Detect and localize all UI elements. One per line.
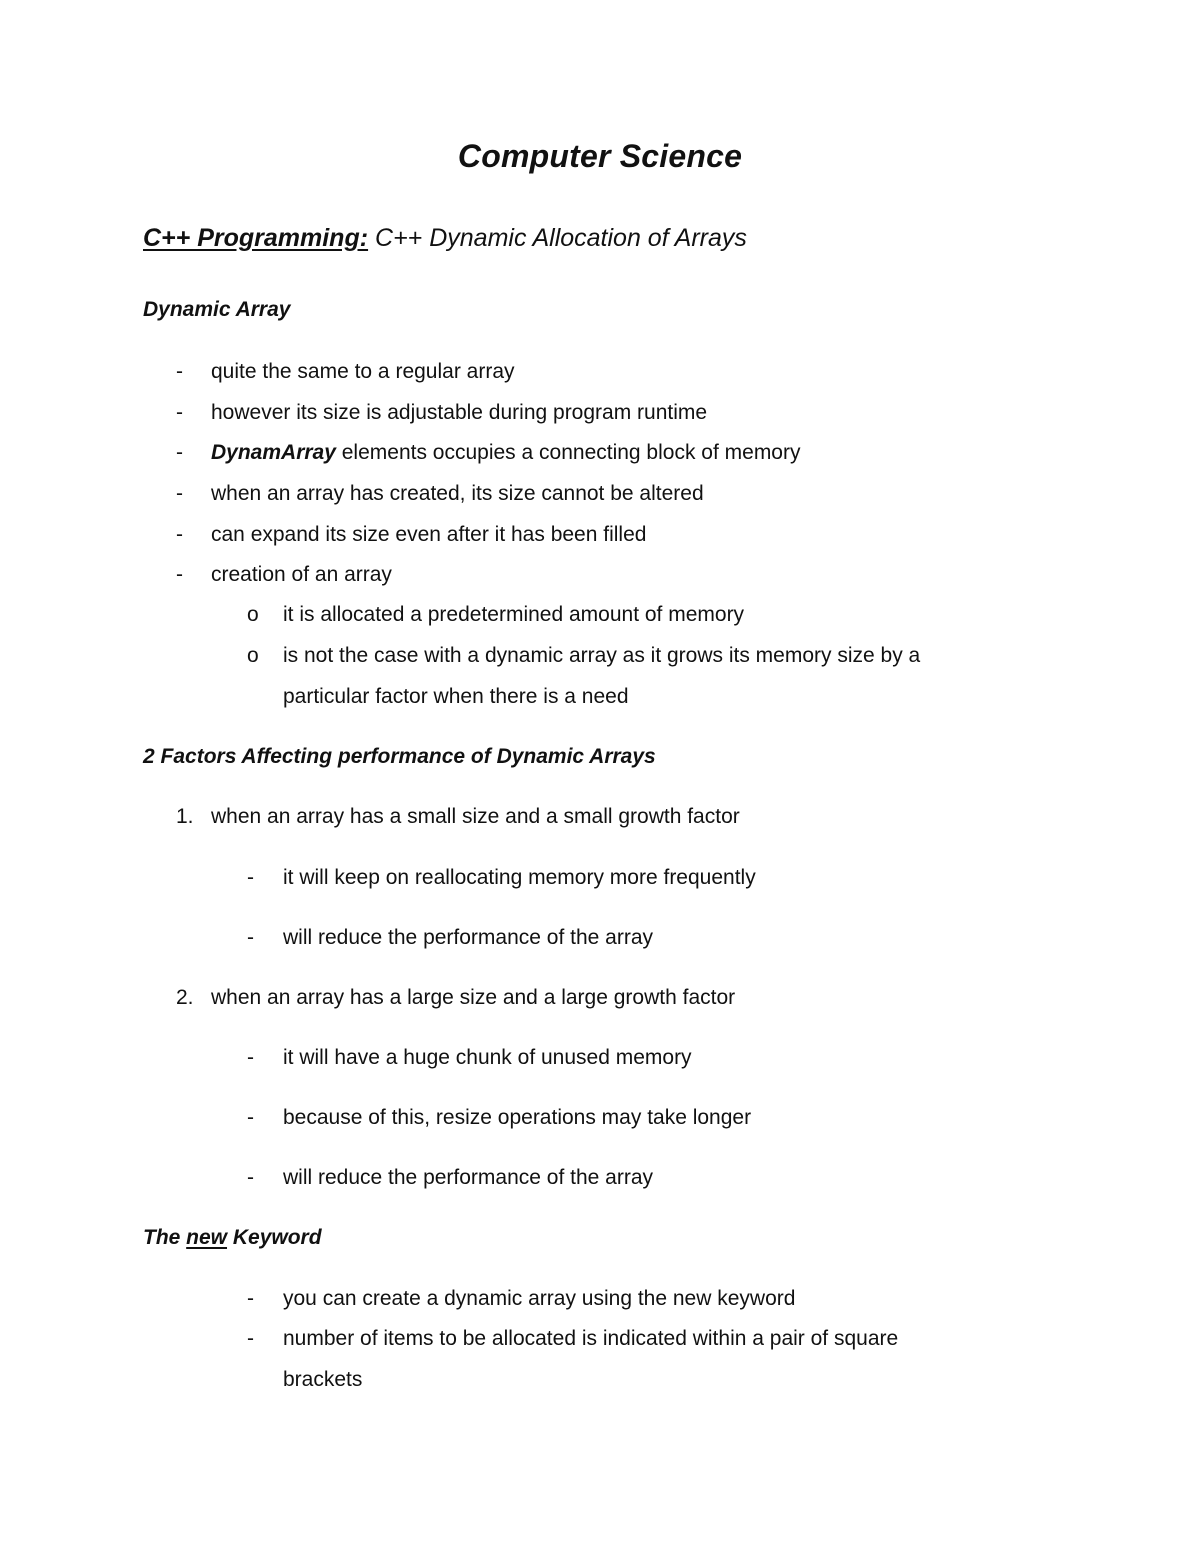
new-keyword: new xyxy=(186,1226,228,1249)
bullet-dash: - xyxy=(247,1327,254,1350)
bullet-dash: - xyxy=(247,1166,254,1189)
bullet-dash: - xyxy=(176,441,183,464)
bullet-text: creation of an array xyxy=(211,563,392,586)
bullet-text-rest: elements occupies a connecting block of memory xyxy=(341,441,801,464)
bullet-circle-icon: o xyxy=(247,644,259,667)
bullet-text: however its size is adjustable during program runtime xyxy=(211,401,708,424)
bullet-text: number of items to be allocated is indicated within a pair of square xyxy=(283,1327,899,1350)
section-heading-factors: 2 Factors Affecting performance of Dynamic Arrays xyxy=(143,745,656,768)
bullet-text xyxy=(211,441,800,465)
section-heading-new-keyword xyxy=(143,1226,322,1250)
heading-post: Keyword xyxy=(227,1226,322,1249)
bullet-dash: - xyxy=(176,523,183,546)
bullet-dash: - xyxy=(247,926,254,949)
heading-pre: The xyxy=(143,1226,187,1249)
bullet-text: can expand its size even after it has been filled xyxy=(211,523,647,546)
page-title: Computer Science xyxy=(457,138,743,174)
bullet-dash: - xyxy=(247,1046,254,1069)
list-number: 1. xyxy=(176,805,194,828)
bullet-text: it will keep on reallocating memory more frequently xyxy=(283,866,756,889)
bullet-circle-icon: o xyxy=(247,603,259,626)
bullet-text-continued: brackets xyxy=(283,1368,363,1391)
numbered-item-text: when an array has a small size and a small growth factor xyxy=(211,805,740,828)
bullet-text: quite the same to a regular array xyxy=(211,360,515,383)
bullet-text: you can create a dynamic array using the new keyword xyxy=(283,1287,796,1310)
bullet-dash: - xyxy=(176,360,183,383)
bullet-dash: - xyxy=(176,401,183,424)
numbered-item-text: when an array has a large size and a large growth factor xyxy=(211,986,736,1009)
list-number: 2. xyxy=(176,986,194,1009)
bullet-dash: - xyxy=(176,563,183,586)
subbullet-text-continued: particular factor when there is a need xyxy=(283,685,629,708)
section-heading-dynamic-array: Dynamic Array xyxy=(143,298,291,321)
subtitle-rest: C++ Dynamic Allocation of Arrays xyxy=(368,224,747,252)
bullet-dash: - xyxy=(247,1106,254,1129)
bullet-text: will reduce the performance of the array xyxy=(283,1166,654,1189)
subbullet-text: is not the case with a dynamic array as it grows its memory size by a xyxy=(283,644,921,667)
bullet-dash: - xyxy=(247,1287,254,1310)
bullet-dash: - xyxy=(247,866,254,889)
bullet-text: it will have a huge chunk of unused memory xyxy=(283,1046,692,1069)
bullet-text: will reduce the performance of the array xyxy=(283,926,654,949)
subtitle-lead: C++ Programming: xyxy=(143,224,369,252)
dynamarray-term: DynamArray xyxy=(211,441,336,464)
bullet-dash: - xyxy=(176,482,183,505)
bullet-text: when an array has created, its size cannot be altered xyxy=(211,482,704,505)
subbullet-text: it is allocated a predetermined amount of memory xyxy=(283,603,745,626)
bullet-text: because of this, resize operations may take longer xyxy=(283,1106,752,1129)
subtitle xyxy=(143,224,747,253)
